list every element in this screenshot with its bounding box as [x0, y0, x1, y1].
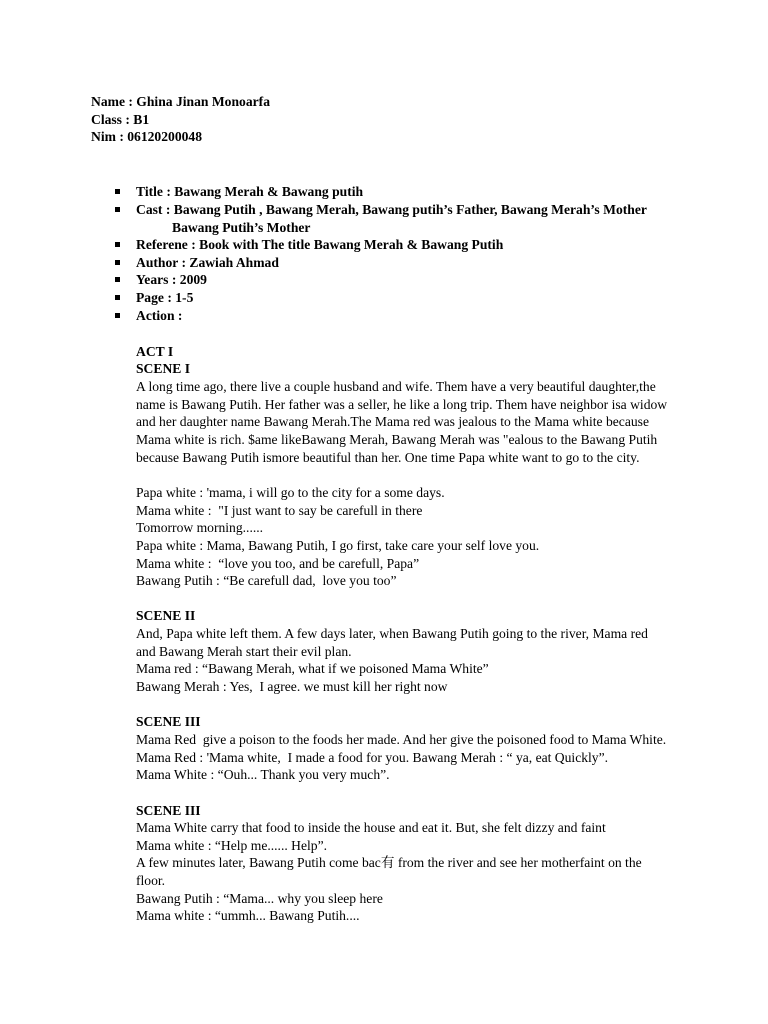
- bullet-square-icon: [115, 295, 120, 300]
- info-item-author: Author : Zawiah Ahmad: [136, 255, 279, 270]
- scene-text-line: and Bawang Merah start their evil plan.: [136, 644, 352, 659]
- bullet-square-icon: [115, 277, 120, 282]
- scene-heading: SCENE II: [136, 608, 196, 623]
- scene-text-line: Bawang Putih : “Mama... why you sleep here: [136, 891, 383, 906]
- bullet-square-icon: [115, 260, 120, 265]
- info-item-cast: Cast : Bawang Putih , Bawang Merah, Bawang putih’s Father, Bawang Merah’s Mother: [136, 202, 647, 217]
- info-item-page: Page : 1-5: [136, 290, 194, 305]
- bullet-square-icon: [115, 313, 120, 318]
- bullet-square-icon: [115, 207, 120, 212]
- info-item-action: Action :: [136, 308, 183, 323]
- student-name: Name : Ghina Jinan Monoarfa: [91, 94, 270, 109]
- narration-line: because Bawang Putih ismore beautiful than her. One time Papa white want to go to the city.: [136, 450, 640, 465]
- student-nim: Nim : 06120200048: [91, 129, 203, 144]
- narration-line: Mama white is rich. $ame likeBawang Merah, Bawang Merah was "ealous to the Bawang Putih: [136, 432, 658, 447]
- dialogue-line: Bawang Putih : “Be carefull dad, love you too”: [136, 573, 397, 588]
- scene-heading: SCENE I: [136, 361, 191, 376]
- scene-text-line: Mama White : “Ouh... Thank you very much”.: [136, 767, 390, 782]
- info-item-cast-continued: Bawang Putih’s Mother: [172, 220, 311, 235]
- scene-text-line: floor.: [136, 873, 166, 888]
- dialogue-line: Mama white : "I just want to say be carefull in there: [136, 503, 423, 518]
- scene-text-line: Mama white : “Help me...... Help”.: [136, 838, 328, 853]
- scene-text-line: Mama White carry that food to inside the house and eat it. But, she felt dizzy and faint: [136, 820, 606, 835]
- scene-text-line: Mama Red : 'Mama white, I made a food for you. Bawang Merah : “ ya, eat Quickly”.: [136, 750, 609, 765]
- bullet-square-icon: [115, 189, 120, 194]
- dialogue-line: Papa white : 'mama, i will go to the city for a some days.: [136, 485, 445, 500]
- scene-text-line: Bawang Merah : Yes, I agree. we must kill her right now: [136, 679, 448, 694]
- dialogue-line: Tomorrow morning......: [136, 520, 264, 535]
- info-item-years: Years : 2009: [136, 272, 207, 287]
- student-class: Class : B1: [91, 112, 150, 127]
- narration-line: A long time ago, there live a couple husband and wife. Them have a very beautiful daughter,the: [136, 379, 656, 394]
- scene-heading: SCENE III: [136, 803, 201, 818]
- scene-text-line: A few minutes later, Bawang Putih come bac有 from the river and see her motherfaint on the: [136, 855, 642, 870]
- info-item-title: Title : Bawang Merah & Bawang putih: [136, 184, 364, 199]
- dialogue-line: Mama white : “love you too, and be carefull, Papa”: [136, 556, 420, 571]
- scene-text-line: Mama red : “Bawang Merah, what if we poisoned Mama White”: [136, 661, 489, 676]
- scene-text-line: Mama Red give a poison to the foods her made. And her give the poisoned food to Mama White.: [136, 732, 667, 747]
- narration-line: and her daughter name Bawang Merah.The Mama red was jealous to the Mama white because: [136, 414, 649, 429]
- scene-heading: SCENE III: [136, 714, 201, 729]
- scene-text-line: And, Papa white left them. A few days later, when Bawang Putih going to the river, Mama red: [136, 626, 648, 641]
- bullet-square-icon: [115, 242, 120, 247]
- info-item-reference: Referene : Book with The title Bawang Merah & Bawang Putih: [136, 237, 504, 252]
- scene-text-line: Mama white : “ummh... Bawang Putih....: [136, 908, 360, 923]
- dialogue-line: Papa white : Mama, Bawang Putih, I go first, take care your self love you.: [136, 538, 540, 553]
- narration-line: name is Bawang Putih. Her father was a seller, he like a long trip. Them have neighbor isa widow: [136, 397, 668, 412]
- act-heading: ACT I: [136, 344, 174, 359]
